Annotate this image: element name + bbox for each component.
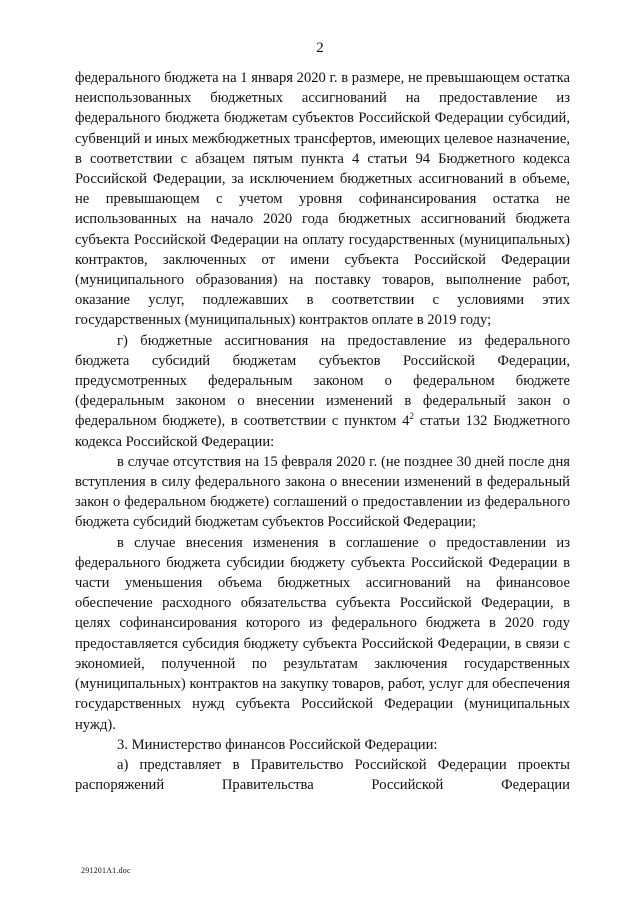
paragraph-budget-remainder: федерального бюджета на 1 января 2020 г. в размере, не превышающем остатка неиспользованных бюджетных ассигнований на предоставление из федерального бюджета бюджетам субъектов Российской Федерации субсидий, субвенций и иных межбюджетных трансфертов, имеющих целевое назначение, в соответствии с абзацем пятым пункта 4 статьи 94 Бюджетного кодекса Российской Федерации, за исключением бюджетных ассигнований в объеме, не превышающем с учетом уровня софинансирования остатка не использованных на начало 2020 года бюджетных ассигнований бюджета субъекта Российской Федерации на оплату государственных (муниципальных) контрактов, заключенных от имени субъекта Российской Федерации (муниципального образования) на поставку товаров, выполнение работ, оказание услуг, подлежавших в соответствии с условиями этих государственных (муниципальных) контрактов оплате в 2019 году; <box>75 70 570 329</box>
paragraph-ministry-heading: 3. Министерство финансов Российской Федерации: <box>117 736 438 753</box>
paragraph-absence-of-agreements: в случае отсутствия на 15 февраля 2020 г. (не позднее 30 дней после дня вступления в силу федерального закона о внесении изменений в федеральный закон о федеральном бюджете) соглашений о предоставлении из федерального бюджета субсидий бюджетам субъектов Российской Федерации; <box>75 453 570 531</box>
paragraph-item-g-tail: статьи 132 Бюджетного кодекса Российской Федерации: <box>75 413 570 450</box>
page-number: 2 <box>316 40 324 56</box>
paragraph-item-g-text: г) бюджетные ассигнования на предоставление из федерального бюджета субсидий бюджетам субъектов Российской Федерации, предусмотренных федеральным законом о федеральном бюджете (федеральным законом о внесении изменений в федеральный закон о федеральном бюджете), в соответствии с пунктом 4 <box>75 332 570 430</box>
document-footer-filename: 291201A1.doc <box>81 866 131 875</box>
paragraph-agreement-changes: в случае внесения изменения в соглашение о предоставлении из федерального бюджета субсидии бюджету субъекта Российской Федерации в части уменьшения объема бюджетных ассигнований на финансовое обеспечение расходного обязательства субъекта Российской Федерации, в целях софинансирования которого из федерального бюджета в 2020 году предоставляется субсидия бюджету субъекта Российской Федерации, в связи с экономией, полученной по результатам заключения государственных (муниципальных) контрактов на закупку товаров, работ, услуг для обеспечения государственных нужд субъекта Российской Федерации (муниципальных нужд). <box>75 534 570 733</box>
paragraph-item-a: а) представляет в Правительство Российской Федерации проекты распоряжений Правительства Российской Федерации <box>75 756 570 794</box>
document-body <box>75 68 570 795</box>
paragraph-item-g <box>75 331 570 452</box>
superscript-2: 2 <box>409 411 414 422</box>
